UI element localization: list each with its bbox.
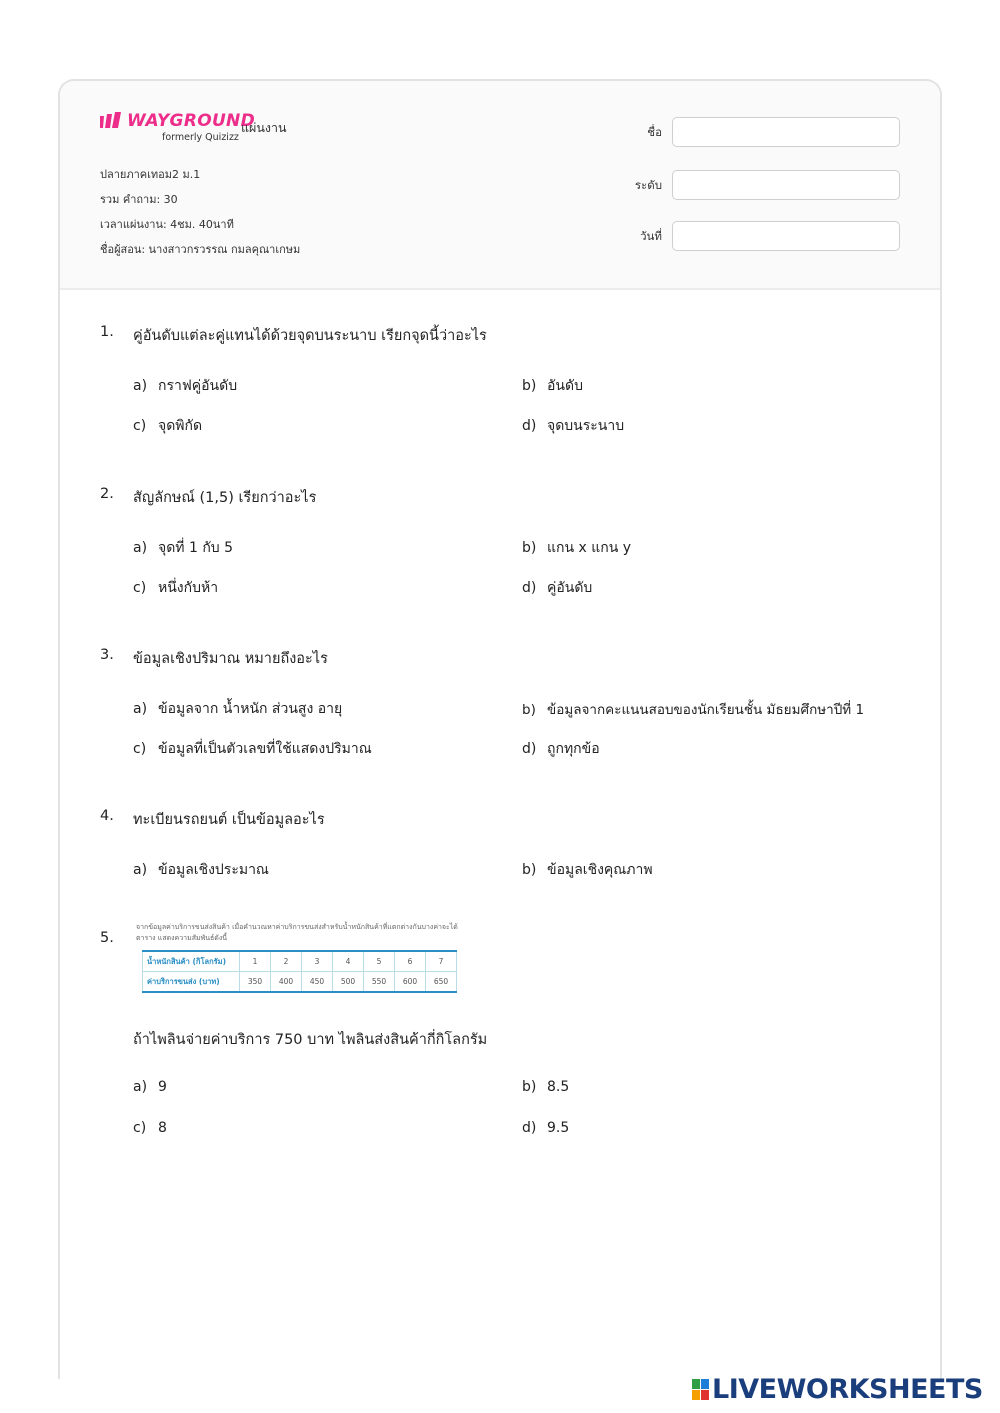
name-field[interactable] <box>672 117 900 147</box>
table-cell: 400 <box>271 972 302 993</box>
table-row-header: น้ำหนักสินค้า (กิโลกรัม) <box>143 951 240 972</box>
level-label: ระดับ <box>634 178 662 192</box>
option-3b: b) ข้อมูลจากคะแนนสอบของนักเรียนชั้น มัธยมศึกษาปีที่ 1 <box>522 702 865 718</box>
question-number: 1. <box>100 324 114 340</box>
question-text: คู่อันดับแต่ละคู่แทนได้ด้วยจุดบนระนาบ เรียกจุดนี้ว่าอะไร <box>133 328 487 344</box>
question-text: ข้อมูลเชิงปริมาณ หมายถึงอะไร <box>133 651 328 667</box>
brand-name: WAYGROUND <box>127 111 256 131</box>
worksheet-title: ปลายภาคเทอม2 ม.1 <box>100 168 201 181</box>
table-cell: 3 <box>302 951 333 972</box>
option-5c: c) 8 <box>133 1120 167 1136</box>
option-3d: d) ถูกทุกข้อ <box>522 741 600 757</box>
table-cell: 4 <box>333 951 364 972</box>
level-field[interactable] <box>672 170 900 200</box>
question-text: ถ้าไพลินจ่ายค่าบริการ 750 บาท ไพลินส่งสินค้ากี่กิโลกรัม <box>133 1032 488 1048</box>
liveworksheets-brand: LIVEWORKSHEETS <box>712 1374 983 1405</box>
option-1c: c) จุดพิกัด <box>133 418 203 434</box>
option-3a: a) ข้อมูลจาก น้ำหนัก ส่วนสูง อายุ <box>133 701 343 717</box>
date-label: วันที่ <box>640 229 662 243</box>
name-label: ชื่อ <box>647 125 662 139</box>
table-cell: 2 <box>271 951 302 972</box>
question-number: 3. <box>100 647 114 663</box>
option-1b: b) อันดับ <box>522 378 583 394</box>
worksheet-card <box>58 79 942 1379</box>
question-text: ทะเบียนรถยนต์ เป็นข้อมูลอะไร <box>133 812 325 828</box>
option-2a: a) จุดที่ 1 กับ 5 <box>133 540 234 556</box>
document-type: แผ่นงาน <box>241 120 287 135</box>
option-2d: d) คู่อันดับ <box>522 580 593 596</box>
table-cell: 5 <box>364 951 395 972</box>
option-2b: b) แกน x แกน y <box>522 540 632 556</box>
table-cell: 550 <box>364 972 395 993</box>
image-caption: จากข้อมูลค่าบริการขนส่งสินค้า เมื่อคำนวณหาค่าบริการขนส่งสำหรับน้ำหนักสินค้าที่แตกต่างกันบางค่าจะได้ตาราง แสดงความสัมพันธ์ดังนี้ <box>136 923 458 942</box>
table-cell: 650 <box>426 972 457 993</box>
wayground-logo <box>100 111 255 143</box>
option-5b: b) 8.5 <box>522 1079 570 1095</box>
liveworksheets-logo <box>692 1374 983 1405</box>
option-4b: b) ข้อมูลเชิงคุณภาพ <box>522 862 653 878</box>
option-5d: d) 9.5 <box>522 1120 570 1136</box>
worksheet-meta <box>100 165 300 265</box>
option-5a: a) 9 <box>133 1079 167 1095</box>
question-5-image <box>136 922 466 993</box>
question-number: 5. <box>100 930 114 946</box>
table-cell: 350 <box>240 972 271 993</box>
table-cell: 1 <box>240 951 271 972</box>
option-3c: c) ข้อมูลที่เป็นตัวเลขที่ใช้แสดงปริมาณ <box>133 741 372 757</box>
question-text: สัญลักษณ์ (1,5) เรียกว่าอะไร <box>133 490 317 506</box>
brand-subtitle: formerly Quizizz <box>162 132 239 143</box>
worksheet-time: เวลาแผ่นงาน: 4ชม. 40นาที <box>100 218 234 231</box>
liveworksheets-mark-icon <box>692 1379 709 1400</box>
option-1a: a) กราฟคู่อันดับ <box>133 378 238 394</box>
table-cell: 6 <box>395 951 426 972</box>
question-number: 4. <box>100 808 114 824</box>
table-row-header: ค่าบริการขนส่ง (บาท) <box>143 972 240 993</box>
table-cell: 7 <box>426 951 457 972</box>
table-cell: 600 <box>395 972 426 993</box>
total-questions: รวม คำถาม: 30 <box>100 193 178 206</box>
option-2c: c) หนึ่งกับห้า <box>133 580 219 596</box>
worksheet-header <box>60 81 940 290</box>
question-number: 2. <box>100 486 114 502</box>
date-field[interactable] <box>672 221 900 251</box>
option-1d: d) จุดบนระนาบ <box>522 418 625 434</box>
shipping-rate-table <box>142 950 457 993</box>
teacher-name: ชื่อผู้สอน: นางสาวกรวรรณ กมลคุณาเกษม <box>100 243 301 256</box>
table-cell: 450 <box>302 972 333 993</box>
option-4a: a) ข้อมูลเชิงประมาณ <box>133 862 269 878</box>
table-cell: 500 <box>333 972 364 993</box>
wayground-mark-icon <box>100 112 124 130</box>
